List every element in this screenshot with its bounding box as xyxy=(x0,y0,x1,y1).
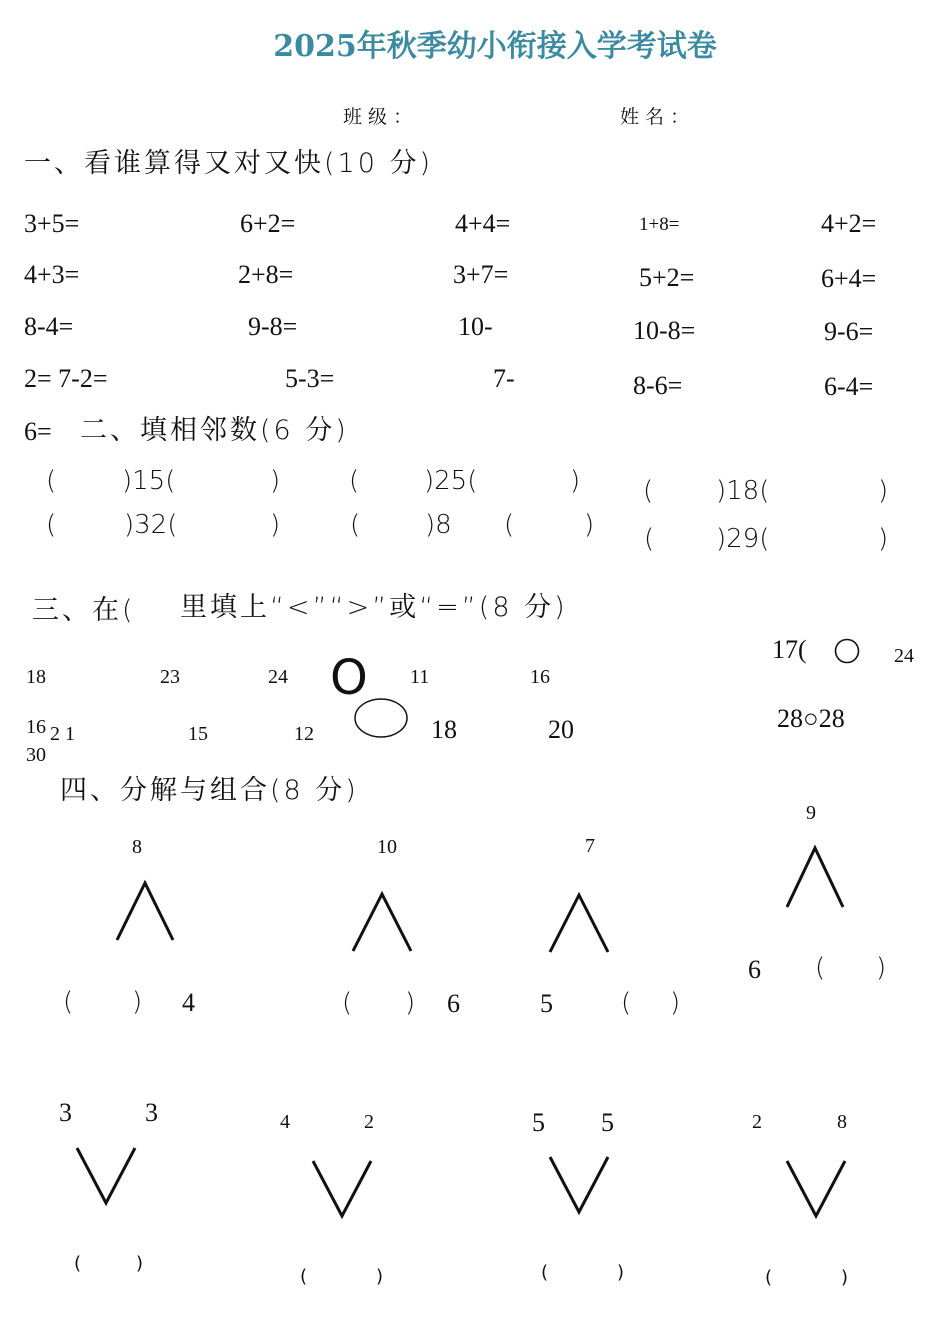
problem: 9-8= xyxy=(248,312,298,341)
paren-open: ( xyxy=(349,466,360,496)
paren-close: ) xyxy=(584,510,595,540)
answer-paren: ( xyxy=(621,988,632,1018)
paren-open: ( xyxy=(643,476,654,506)
name-label: 姓 名 ： xyxy=(620,106,690,128)
paren-open: ( xyxy=(350,510,361,540)
compare-number: 18 xyxy=(26,666,46,688)
compare-number: 11 xyxy=(410,666,430,688)
problem: 2+8= xyxy=(238,260,294,289)
compare-number: 17( xyxy=(772,635,807,664)
answer-paren: ( xyxy=(63,987,74,1017)
answer-paren: ) xyxy=(841,1267,849,1288)
answer-paren: ) xyxy=(670,988,681,1018)
problem: 6-4= xyxy=(824,372,874,401)
compare-circle-icon[interactable] xyxy=(353,697,411,741)
merge-lines-icon xyxy=(75,1146,137,1206)
paren-close: ) xyxy=(878,524,889,554)
merge-lines-icon xyxy=(785,1159,847,1219)
problem: 1+8= xyxy=(639,214,680,235)
split-lines-icon xyxy=(351,891,413,953)
whole-number: 10 xyxy=(377,836,397,858)
part-number: 5 xyxy=(540,989,553,1018)
neighbor-number: )32( xyxy=(124,510,178,540)
problem: 4+3= xyxy=(24,260,80,289)
part-number: 6 xyxy=(447,989,460,1018)
whole-number: 8 xyxy=(132,836,142,858)
split-lines-icon xyxy=(785,845,845,909)
part-number: 3 xyxy=(145,1098,158,1127)
part-number: 4 xyxy=(182,988,195,1017)
compare-number: 20 xyxy=(548,715,574,744)
answer-paren: ) xyxy=(132,987,143,1017)
problem: 4+2= xyxy=(821,209,877,238)
answer-paren: ) xyxy=(376,1266,384,1287)
part-number: 5 xyxy=(532,1108,545,1137)
problem: 4+4= xyxy=(455,209,511,238)
neighbor-number: )8 xyxy=(425,510,452,540)
part-number: 3 xyxy=(59,1098,72,1127)
merge-lines-icon xyxy=(311,1159,373,1219)
class-label: 班 级 ： xyxy=(343,106,413,128)
part-number: 2 xyxy=(364,1111,374,1133)
problem: 5-3= xyxy=(285,364,335,393)
answer-paren: ) xyxy=(876,953,887,983)
problem: 3+5= xyxy=(24,209,80,238)
compare-number: 18 xyxy=(431,715,457,744)
compare-number: 23 xyxy=(160,666,180,688)
paren-open: ( xyxy=(644,524,655,554)
answer-paren: ( xyxy=(765,1267,773,1288)
neighbor-number: )15( xyxy=(122,466,176,496)
split-lines-icon xyxy=(115,880,175,942)
answer-paren: ) xyxy=(136,1253,144,1274)
compare-number: 30 xyxy=(26,744,46,766)
merge-lines-icon xyxy=(548,1155,610,1215)
problem: 6+2= xyxy=(240,209,296,238)
neighbor-number: )29( xyxy=(716,524,770,554)
section1-heading: 一、看谁算得又对又快(10 分) xyxy=(24,148,434,179)
problem: 3+7= xyxy=(453,260,509,289)
problem: 6+4= xyxy=(821,264,877,293)
compare-number: 16 xyxy=(26,716,46,738)
problem: 2= 7-2= xyxy=(24,364,108,393)
part-number: 6 xyxy=(748,955,761,984)
problem: 10- xyxy=(458,312,493,341)
paren-close: ) xyxy=(878,476,889,506)
answer-paren: ) xyxy=(405,988,416,1018)
compare-circle-icon[interactable] xyxy=(834,638,860,664)
paren-open: ( xyxy=(46,510,57,540)
part-number: 2 xyxy=(752,1111,762,1133)
section3-heading: 三、在( xyxy=(32,595,136,626)
whole-number: 7 xyxy=(585,835,595,857)
compare-number: 12 xyxy=(294,723,314,745)
problem: 9-6= xyxy=(824,317,874,346)
split-lines-icon xyxy=(548,892,610,954)
problem: 6= xyxy=(24,417,52,446)
answer-paren: ( xyxy=(342,988,353,1018)
part-number: 5 xyxy=(601,1108,614,1137)
section4-heading: 四、分解与组合(8 分) xyxy=(60,775,359,806)
problem: 8-4= xyxy=(24,312,74,341)
part-number: 8 xyxy=(837,1111,847,1133)
section3-heading-rest: 里填上“<”“>”或“=”(8 分) xyxy=(180,592,568,623)
compare-number: 2 1 xyxy=(50,723,75,745)
compare-number: 24 xyxy=(894,645,914,667)
neighbor-number: )25( xyxy=(424,466,478,496)
problem: 7- xyxy=(493,364,515,393)
neighbor-number: )18( xyxy=(716,476,770,506)
circle-icon: O xyxy=(330,650,368,706)
compare-number: 15 xyxy=(188,723,208,745)
paren-open: ( xyxy=(46,466,57,496)
whole-number: 9 xyxy=(806,802,816,824)
compare-pair: 28○28 xyxy=(777,704,845,733)
section2-heading: 二、填相邻数(6 分) xyxy=(80,415,349,446)
problem: 8-6= xyxy=(633,371,683,400)
paren-open: ( xyxy=(504,510,515,540)
answer-paren: ( xyxy=(541,1262,549,1283)
paren-close: ) xyxy=(270,466,281,496)
page-title: 2025年秋季幼小衔接入学考试卷 xyxy=(273,29,717,64)
paren-close: ) xyxy=(570,466,581,496)
paren-close: ) xyxy=(270,510,281,540)
answer-paren: ( xyxy=(74,1253,82,1274)
compare-number: 16 xyxy=(530,666,550,688)
part-number: 4 xyxy=(280,1111,290,1133)
problem: 5+2= xyxy=(639,263,695,292)
answer-paren: ( xyxy=(300,1266,308,1287)
answer-paren: ( xyxy=(815,953,826,983)
problem: 10-8= xyxy=(633,316,696,345)
compare-number: 24 xyxy=(268,666,288,688)
answer-paren: ) xyxy=(617,1262,625,1283)
